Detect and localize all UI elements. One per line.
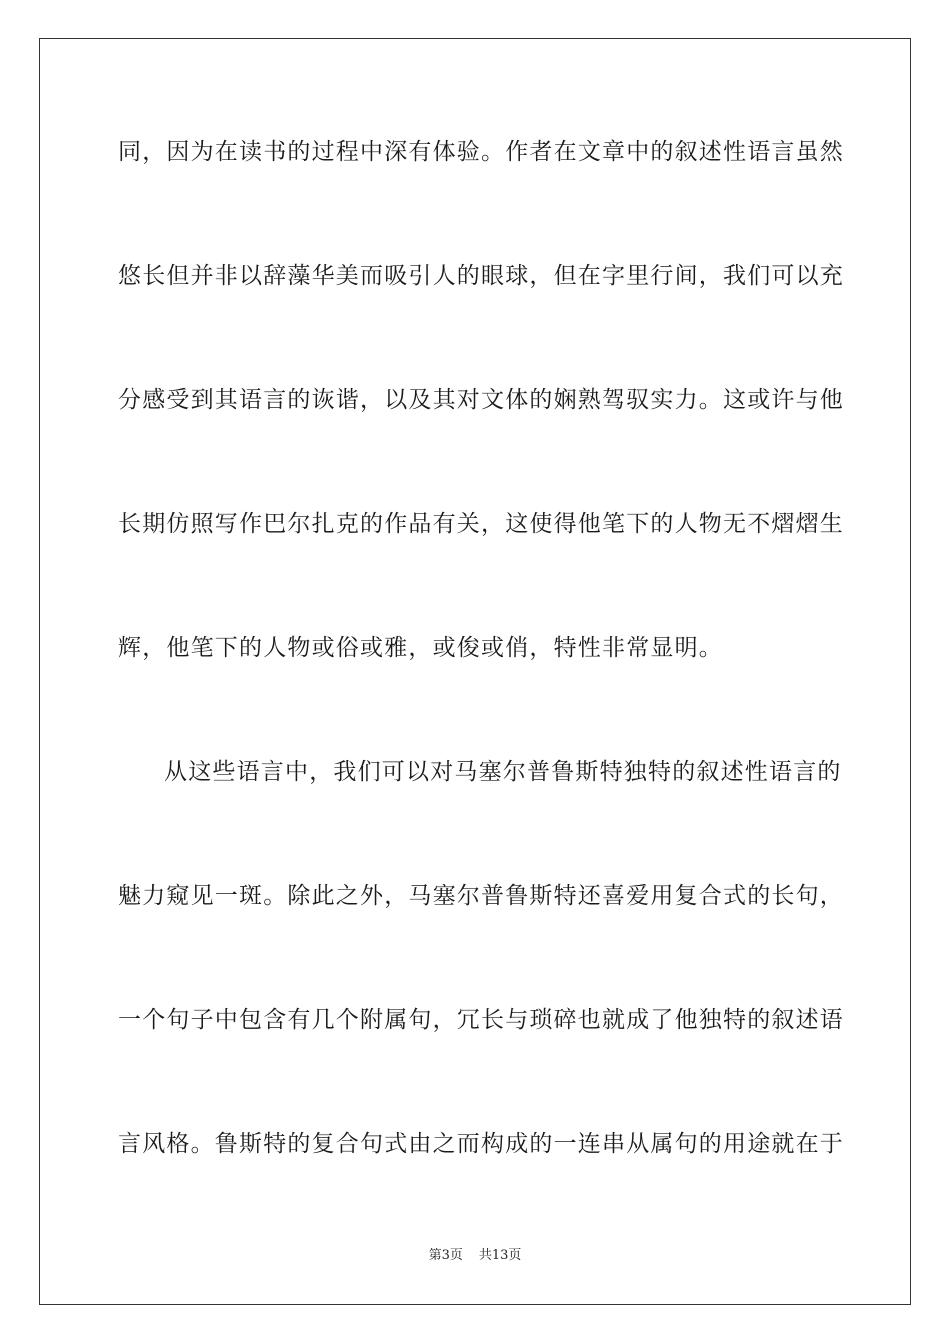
body-text-line: 魅力窥见一斑。除此之外，马塞尔普鲁斯特还喜爱用复合式的长句， bbox=[118, 883, 844, 909]
page-border bbox=[39, 38, 911, 1305]
page-total: 共13页 bbox=[478, 1248, 522, 1263]
body-text-line: 长期仿照写作巴尔扎克的作品有关，这使得他笔下的人物无不熠熠生 bbox=[118, 511, 844, 537]
page-number: 第3页 bbox=[428, 1248, 463, 1263]
body-text-line: 一个句子中包含有几个附属句，冗长与琐碎也就成了他独特的叙述语 bbox=[118, 1007, 844, 1033]
body-text-line: 悠长但并非以辞藻华美而吸引人的眼球，但在字里行间，我们可以充 bbox=[118, 263, 844, 289]
body-text-line: 分感受到其语言的诙谐，以及其对文体的娴熟驾驭实力。这或许与他 bbox=[118, 387, 844, 413]
body-text-line: 同，因为在读书的过程中深有体验。作者在文章中的叙述性语言虽然 bbox=[118, 139, 844, 165]
page-footer bbox=[0, 1247, 950, 1265]
body-text-line: 言风格。鲁斯特的复合句式由之而构成的一连串从属句的用途就在于 bbox=[118, 1131, 844, 1157]
body-text-line: 辉，他笔下的人物或俗或雅，或俊或俏，特性非常显明。 bbox=[118, 635, 723, 661]
paragraph-start-line: 从这些语言中，我们可以对马塞尔普鲁斯特独特的叙述性语言的 bbox=[164, 759, 842, 785]
